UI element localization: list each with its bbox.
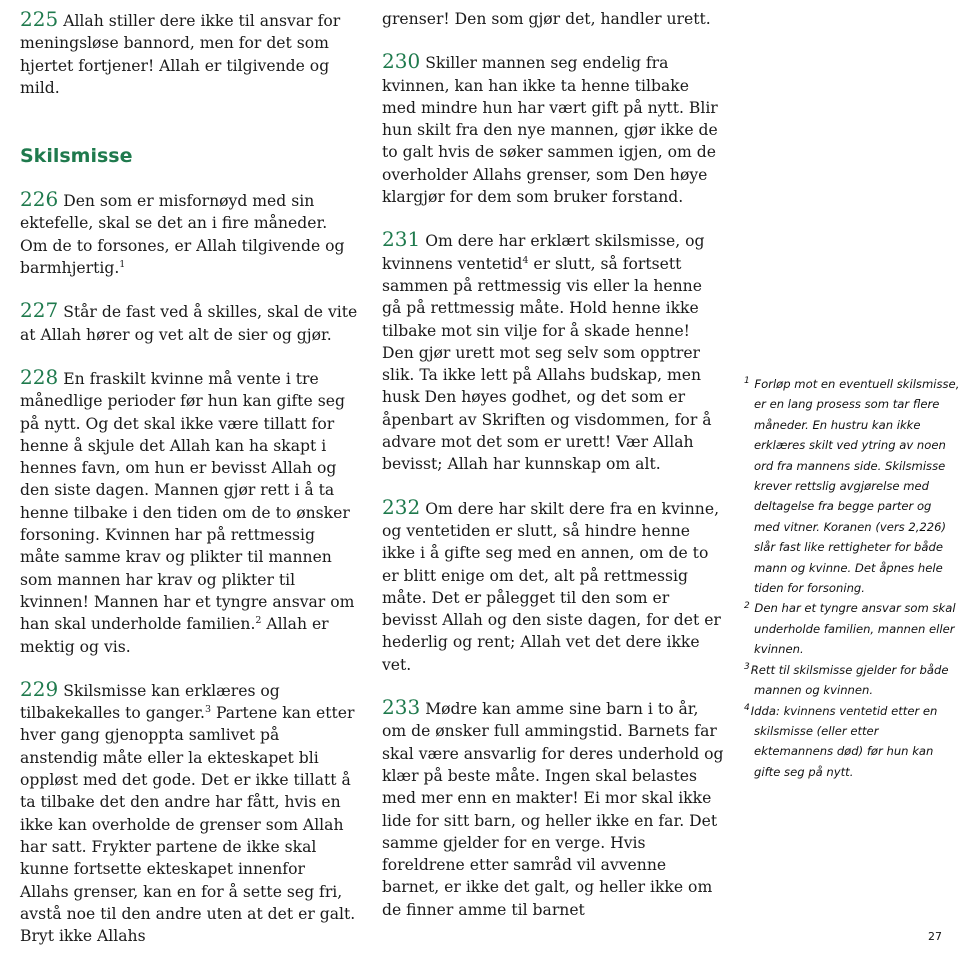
footnote-text: Rett til skilsmisse gjelder for både mannen og kvinnen. [750, 662, 949, 698]
verse-227 [20, 299, 358, 346]
verse-228 [20, 366, 358, 658]
section-heading: Skilsmisse [20, 145, 133, 168]
footnote-ref[interactable]: 3 [204, 703, 211, 715]
verse-231 [382, 228, 724, 475]
verse-text-cont: er slutt, så fortsett sammen på rettmessig vis eller la henne gå på rettmessig måte. Hold henne ikke tilbake mot sin vilje for å skade henne! Den gjør urett mot seg selv som opptrer slik. Ta ikke lett på Allahs budskap, men husk Den høyes godhet, og det som er åpenbart av Skriften og visdommen, for å advare mot det som er urett! Vær Allah bevisst; Allah har kunnskap om alt. [382, 254, 712, 474]
middle-column [382, 8, 724, 921]
footnote-ref[interactable]: 1 [119, 258, 126, 270]
verse-text: Mødre kan amme sine barn i to år, om de ønsker full ammingstid. Barnets far skal være ansvarlig for deres underhold og klær på beste måte. Ingen skal belastes med mer enn en makter! Ei mor skal ikke lide for sitt barn, og heller ikke en far. Det samme gjelder for en verge. Hvis foreldrene etter samråd vil avvenne barnet, er ikke det galt, og heller ikke om de finner amme til barnet [382, 700, 724, 919]
footnote-ref[interactable]: 2 [255, 615, 262, 627]
verse-text: Skilsmisse kan erklæres og tilbakekalles to ganger. [20, 681, 280, 723]
verse-text: Den som er misfornøyd med sin ektefelle, skal se det an i fire måneder. Om de to forsones, er Allah tilgivende og barmhjertig. [20, 192, 345, 278]
footnote-1 [744, 374, 960, 598]
verse-number: 225 [20, 7, 59, 31]
verse-229 [20, 678, 358, 948]
footnote-text: Den har et tyngre ansvar som skal underholde familien, mannen eller kvinnen. [754, 601, 956, 657]
footnote-number: 2 [744, 600, 750, 611]
footnote-text: Idda: kvinnens ventetid etter en skilsmisse (eller etter ektemannens død) før hun kan gifte seg på nytt. [750, 703, 938, 779]
verse-number: 227 [20, 298, 59, 323]
verse-number: 232 [382, 494, 421, 519]
verse-225 [20, 8, 358, 99]
verse-number: 226 [20, 187, 59, 212]
page-number: 27 [928, 930, 942, 943]
verse-text-cont: Partene kan etter hver gang gjenoppta samlivet på anstendig måte eller la ekteskapet bli oppløst med det gode. Det er ikke tillatt å ta tilbake det den andre har fått, hvis en ikke kan overholde de grenser som Allah har satt. Frykter partene de ikke skal kunne fortsette ekteskapet innenfor Allahs grenser, kan en for å sette seg fri, avstå noe til den andre uten at det er galt. Bryt ikke Allahs [20, 704, 356, 946]
verse-text: En fraskilt kvinne må vente i tre månedlige perioder før hun kan gifte seg på nytt. Og det skal ikke være tillatt for henne å skjule det Allah kan ha skapt i hennes favn, om hun er bevisst Allah og den siste dagen. Mannen gjør rett i å ta henne tilbake i den tiden om de to ønsker forsoning. Kvinnen har på rettmessig måte samme krav og plikter til mannen som mannen har krav og plikter til kvinnen! Mannen har et tyngre ansvar om han skal underholde familien. [20, 369, 355, 634]
footnote-ref[interactable]: 4 [522, 254, 529, 266]
verse-text: Står de fast ved å skilles, skal de vite at Allah hører og vet alt de sier og gjør. [20, 303, 358, 344]
footnote-2 [744, 598, 960, 659]
footnotes-column [744, 374, 960, 782]
verse-number: 233 [382, 695, 421, 720]
footnote-number: 3 [744, 661, 750, 672]
footnote-number: 4 [744, 702, 750, 713]
verse-230 [382, 50, 724, 208]
verse-number: 228 [20, 364, 59, 389]
verse-text: Skiller mannen seg endelig fra kvinnen, kan han ikke ta henne tilbake med mindre hun har vært gift på nytt. Blir hun skilt fra den nye mannen, gjør ikke de to galt hvis de søker sammen igjen, om de overholder Allahs grenser, som Den høye klargjør for dem som bruker forstand. [382, 54, 718, 207]
left-column [20, 8, 358, 947]
footnote-4 [744, 701, 960, 783]
verse-233 [382, 696, 724, 921]
footnote-3 [744, 660, 960, 701]
verse-text: Om dere har erklært skilsmisse, og kvinnens ventetid [382, 232, 705, 273]
verse-226 [20, 188, 358, 279]
verse-232 [382, 496, 724, 676]
footnote-text: Forløp mot en eventuell skilsmisse, er en lang prosess som tar flere måneder. En hustru kan ikke erklæres skilt ved ytring av noen ord fra mannens side. Skilsmisse krever rettslig avgjørelse med deltagelse fra begge parter og med vitner. Koranen (vers 2,226) slår fast like rettigheter for både mann og kvinne. Det åpnes hele tiden for forsoning. [754, 377, 960, 596]
verse-number: 231 [382, 227, 421, 252]
verse-text: Allah stiller dere ikke til ansvar for meningsløse bannord, men for det som hjertet fortjener! Allah er tilgivende og mild. [20, 12, 341, 97]
footnote-number: 1 [744, 376, 750, 387]
verse-text-tail: Allah er mektig og vis. [20, 615, 329, 656]
verse-text: Om dere har skilt dere fra en kvinne, og ventetiden er slutt, så hindre henne ikke i å gifte seg med en annen, om de to er blitt enige om det, alt på rettmessig måte. Det er pålegget til den som er bevisst Allah og den siste dagen, for det er hederlig og rent; Allah vet det dere ikke vet. [382, 499, 721, 674]
verse-continuation: grenser! Den som gjør det, handler urett. [382, 10, 711, 28]
verse-number: 230 [382, 49, 421, 74]
verse-number: 229 [20, 676, 59, 701]
